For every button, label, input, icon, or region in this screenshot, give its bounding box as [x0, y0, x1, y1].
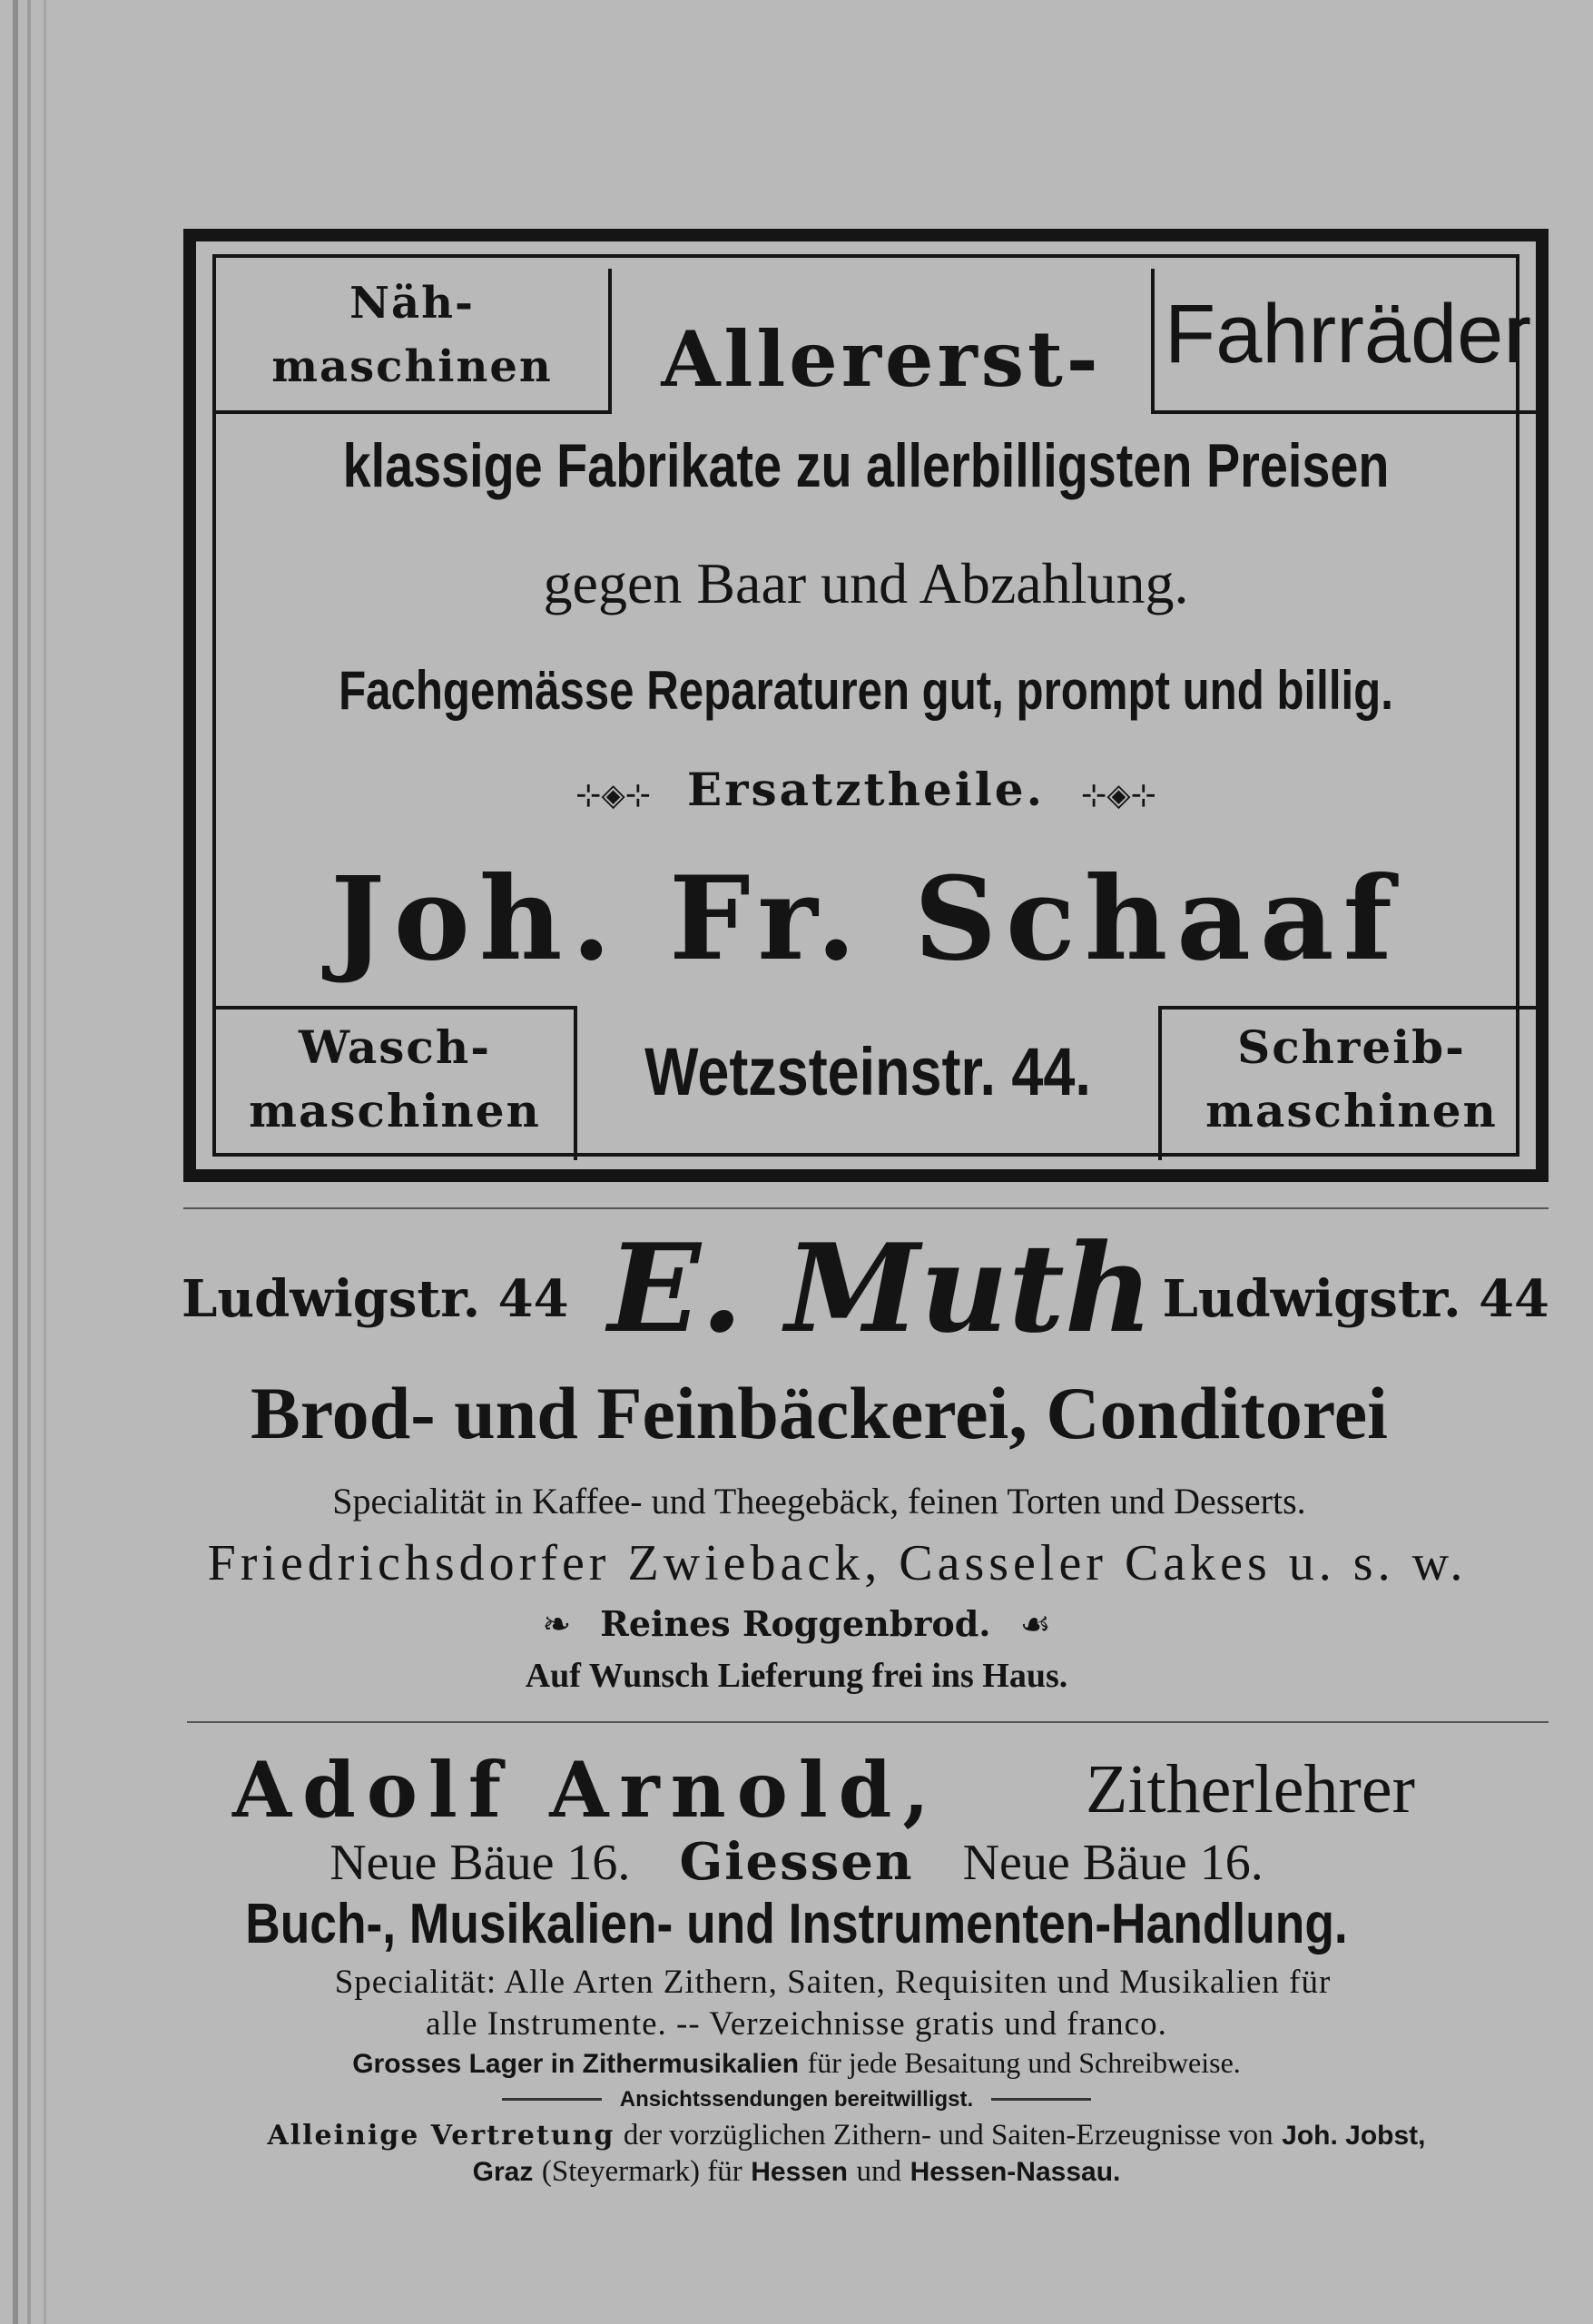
arnold-address-right: Neue Bäue 16. [962, 1835, 1264, 1891]
muth-rye-line [0, 1603, 1593, 1644]
page-edge [44, 0, 46, 2324]
muth-trade: Brod- und Feinbäckerei, Conditorei [251, 1372, 1388, 1454]
arnold-rep2-nassau: Hessen-Nassau. [910, 2157, 1121, 2187]
arnold-stock-rest: für jede Besaitung und Schreibweise. [807, 2046, 1241, 2079]
divider [502, 2098, 602, 2101]
payment-line: gegen Baar und Abzahlung. [543, 551, 1189, 615]
arnold-approval-line [0, 2086, 1593, 2112]
arnold-name: Adolf Arnold, [232, 1745, 940, 1835]
muth-rye: Reines Roggenbrod. [600, 1603, 991, 1644]
corner-label: maschinen [249, 1084, 541, 1137]
arnold-rep-line [136, 2119, 1557, 2152]
ornament-icon: ☙ [1019, 1604, 1051, 1644]
page-edge [13, 0, 18, 2324]
offer-line: klassige Fabrikate zu allerbilligsten Preisen [342, 431, 1390, 500]
parts-line [196, 763, 1536, 816]
arnold-address-line [0, 1832, 1593, 1892]
arnold-rep-line-2 [136, 2155, 1457, 2189]
corner-box-washing [216, 1006, 577, 1160]
corner-label: Wasch- [299, 1020, 491, 1074]
corner-box-typewriters [1158, 1006, 1541, 1160]
arnold-rep2-region: (Steyermark) für [541, 2155, 742, 2188]
divider [183, 1207, 1549, 1209]
corner-label: Schreib- [1237, 1020, 1466, 1074]
corner-label: maschinen [271, 341, 553, 392]
headline: Allererst- [661, 314, 1102, 404]
arnold-rep-maker: Joh. Jobst, [1282, 2121, 1426, 2151]
repair-line: Fachgemässe Reparaturen gut, prompt und billig. [339, 660, 1393, 721]
ornament-icon: ❧ [542, 1604, 572, 1644]
arnold-rep-rest: der vorzüglichen Zithern- und Saiten-Erzeugnisse von [623, 2119, 1273, 2152]
shop-address: Wetzsteinstr. 44. [644, 1034, 1091, 1109]
page-edge [27, 0, 31, 2324]
corner-label: Fahrräder [1165, 288, 1531, 380]
muth-address-left: Ludwigstr. 44 [182, 1269, 569, 1329]
corner-label: Näh- [349, 278, 475, 329]
divider [991, 2098, 1091, 2101]
arnold-stock-bold: Grosses Lager in Zithermusikalien [352, 2049, 800, 2079]
arnold-city: Giessen [679, 1832, 914, 1892]
arnold-rep-bold: Alleinige Vertretung [267, 2120, 615, 2152]
muth-delivery: Auf Wunsch Lieferung frei ins Haus. [525, 1657, 1068, 1695]
ornament-icon: ⊹◈⊹ [575, 779, 652, 812]
arnold-business: Buch-, Musikalien- und Instrumenten-Handlung. [245, 1893, 1348, 1955]
schaaf-advert-frame [183, 229, 1549, 1182]
muth-address-right: Ludwigstr. 44 [1162, 1269, 1549, 1329]
arnold-rep2-und: und [856, 2155, 902, 2188]
arnold-rep2-hessen: Hessen [751, 2157, 848, 2187]
arnold-specialty-2: alle Instrumente. -- Verzeichnisse gratis und franco. [426, 2005, 1167, 2043]
corner-box-sewing [216, 269, 612, 414]
arnold-approval: Ansichtssendungen bereitwilligst. [619, 2087, 974, 2112]
ornament-icon: ⊹◈⊹ [1080, 779, 1157, 812]
parts-label: Ersatztheile. [687, 763, 1045, 816]
corner-box-bicycles [1151, 269, 1541, 414]
divider [187, 1721, 1549, 1723]
muth-name: E. Muth [607, 1216, 1154, 1360]
company-name: Joh. Fr. Schaaf [330, 852, 1401, 986]
arnold-stock-line [136, 2046, 1457, 2080]
corner-label: maschinen [1205, 1084, 1498, 1137]
arnold-profession: Zitherlehrer [1086, 1751, 1415, 1827]
muth-products: Friedrichsdorfer Zwieback, Casseler Cakes u. s. w. [207, 1535, 1468, 1591]
muth-specialty: Specialität in Kaffee- und Theegebäck, feinen Torten und Desserts. [332, 1481, 1306, 1521]
arnold-address-left: Neue Bäue 16. [329, 1835, 631, 1891]
arnold-specialty-1: Specialität: Alle Arten Zithern, Saiten, Requisiten und Musikalien für [334, 1964, 1332, 2001]
arnold-rep2-city: Graz [472, 2157, 534, 2187]
